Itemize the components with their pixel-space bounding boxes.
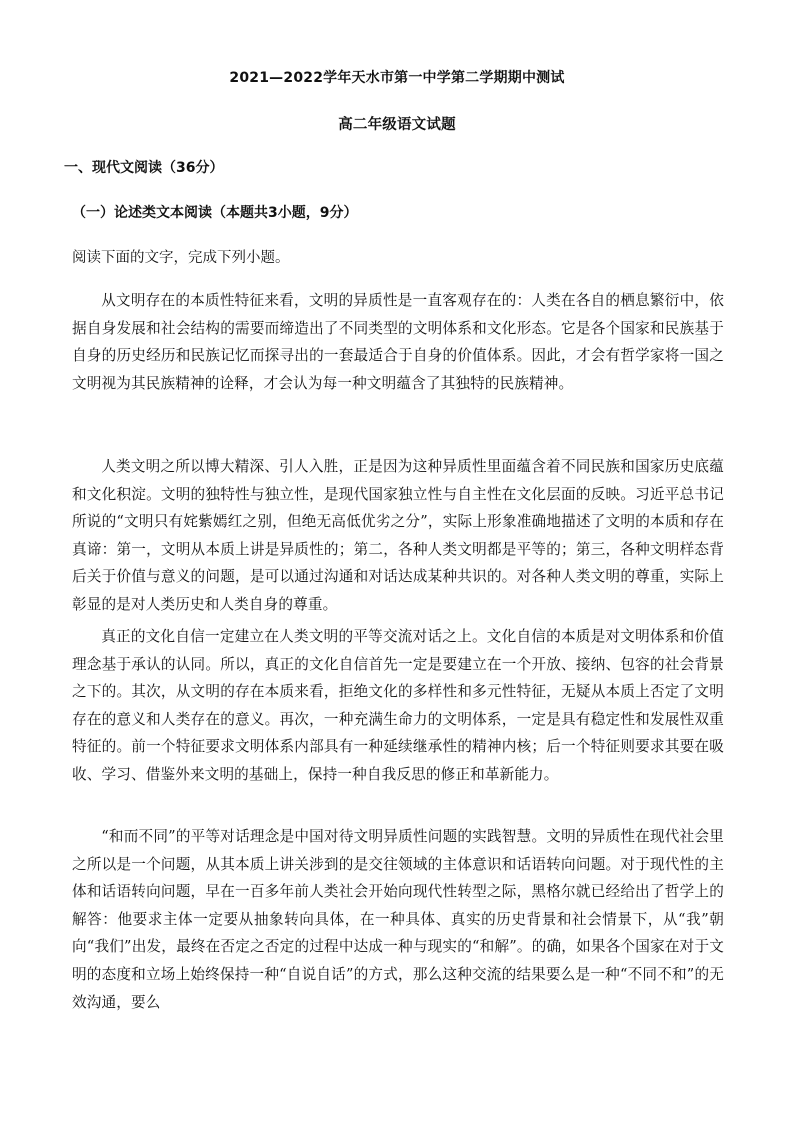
reading-instruction: 阅读下面的文字，完成下列小题。 [72, 250, 290, 266]
body-paragraph-2: 人类文明之所以博大精深、引人入胜，正是因为这种异质性里面蕴含着不同民族和国家历史底蕴和文化积淀。文明的独特性与独立性，是现代国家独立性与自主性在文化层面的反映。习近平总书记所说的“文明只有姹紫嫣红之别，但绝无高低优劣之分”，实际上形象准确地描述了文明的本质和存在真谛：第一，文明从本质上讲是异质性的；第二，各种人类文明都是平等的；第三，各种文明样态背后关于价值与意义的问题，是可以通过沟通和对话达成某种共识的。对各种人类文明的尊重，实际上彰显的是对人类历史和人类自身的尊重。 [72, 458, 724, 613]
exam-subtitle: 高二年级语文试题 [338, 117, 456, 133]
section-heading: 一、现代文阅读（36分） [64, 160, 224, 176]
subsection-heading: （一）论述类文本阅读（本题共3小题，9分） [72, 205, 358, 221]
exam-title: 2021—2022学年天水市第一中学第二学期期中测试 [229, 70, 565, 86]
body-paragraph-1: 从文明存在的本质性特征来看，文明的异质性是一直客观存在的：人类在各自的栖息繁衍中，依据自身发展和社会结构的需要而缔造出了不同类型的文明体系和文化形态。它是各个国家和民族基于自身的历史经历和民族记忆而探寻出的一套最适合于自身的价值体系。因此，才会有哲学家将一国之文明视为其民族精神的诠释，才会认为每一种文明蕴含了其独特的民族精神。 [72, 292, 724, 392]
body-paragraph-3: 真正的文化自信一定建立在人类文明的平等交流对话之上。文化自信的本质是对文明体系和价值理念基于承认的认同。所以，真正的文化自信首先一定是要建立在一个开放、接纳、包容的社会背景之下的。其次，从文明的存在本质来看，拒绝文化的多样性和多元性特征，无疑从本质上否定了文明存在的意义和人类存在的意义。再次，一种充满生命力的文明体系，一定是具有稳定性和发展性双重特征的。前一个特征要求文明体系内部具有一种延续继承性的精神内核；后一个特征则要求其要在吸收、学习、借鉴外来文明的基础上，保持一种自我反思的修正和革新能力。 [72, 628, 724, 783]
body-paragraph-4: “和而不同”的平等对话理念是中国对待文明异质性问题的实践智慧。文明的异质性在现代社会里之所以是一个问题，从其本质上讲关涉到的是交往领域的主体意识和话语转向问题。对于现代性的主体和话语转向问题，早在一百多年前人类社会开始向现代性转型之际，黑格尔就已经给出了哲学上的解答：他要求主体一定要从抽象转向具体，在一种具体、真实的历史背景和社会情景下，从“我”朝向“我们”出发，最终在否定之否定的过程中达成一种与现实的“和解”。的确，如果各个国家在对于文明的态度和立场上始终保持一种“自说自话”的方式，那么这种交流的结果要么是一种“不同不和”的无效沟通，要么 [72, 828, 724, 1011]
